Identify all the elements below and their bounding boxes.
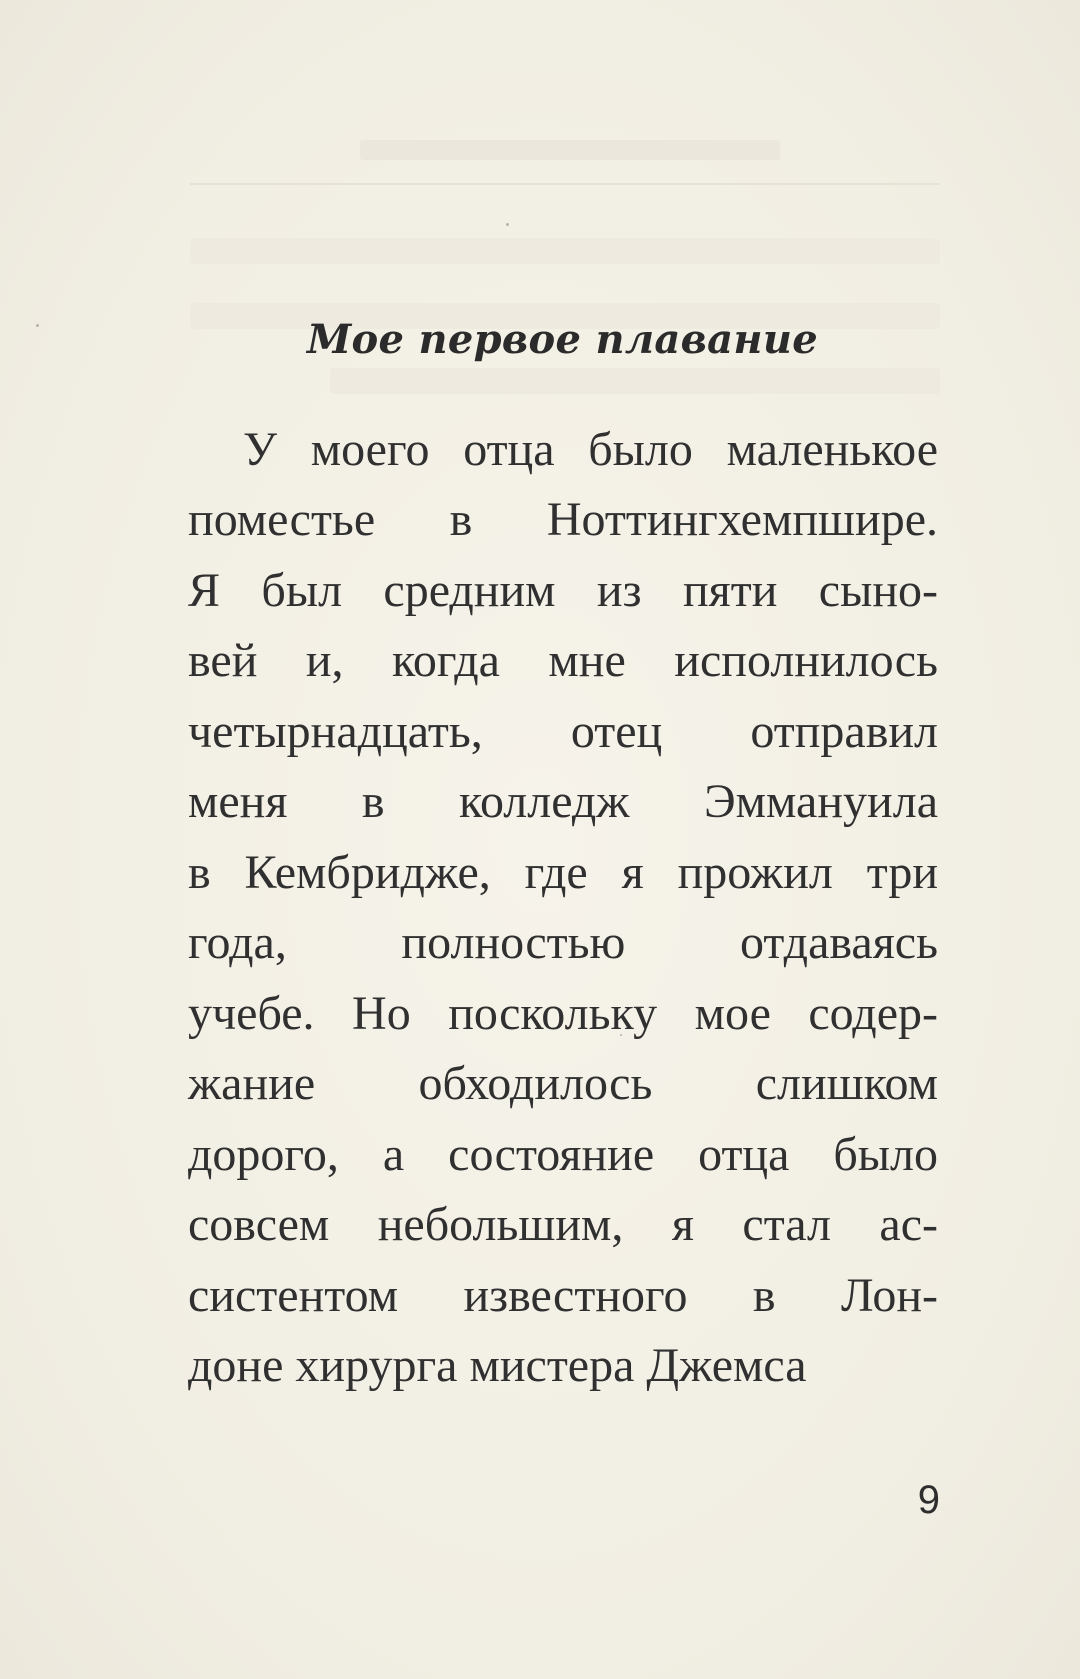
page-number: 9	[917, 1478, 940, 1522]
bleed-through-rule	[190, 183, 940, 185]
paragraph-line: совсем небольшим, я стал ас-	[188, 1198, 938, 1251]
paragraph-line: дорого, а состояние отца было	[188, 1128, 938, 1181]
chapter-title: Мое первое плавание	[306, 316, 818, 363]
paragraph-line: систентом известного в Лон-	[188, 1269, 938, 1322]
paragraph-line: года, полностью отдаваясь	[188, 916, 938, 969]
paper-speck	[36, 324, 39, 327]
paragraph-line: У моего отца было маленькое	[243, 423, 938, 476]
paragraph-line: Я был средним из пяти сыно-	[188, 564, 938, 617]
bleed-through-line	[190, 238, 940, 264]
paragraph-line: учебе. Но поскольку мое содер-	[188, 987, 938, 1040]
paragraph-line: доне хирурга мистера Джемса	[188, 1339, 807, 1392]
paper-speck	[506, 223, 509, 226]
paragraph-line: вей и, когда мне исполнилось	[188, 634, 938, 687]
paragraph-line: в Кембридже, где я прожил три	[188, 846, 938, 899]
bleed-through-line	[330, 368, 940, 394]
paragraph-line: меня в колледж Эммануила	[188, 775, 938, 828]
paragraph-line: четырнадцать, отец отправил	[188, 705, 938, 758]
bleed-through-header	[360, 140, 780, 160]
paragraph-line: поместье в Ноттингхемпшире.	[188, 493, 938, 546]
paragraph-line: жание обходилось слишком	[188, 1057, 938, 1110]
